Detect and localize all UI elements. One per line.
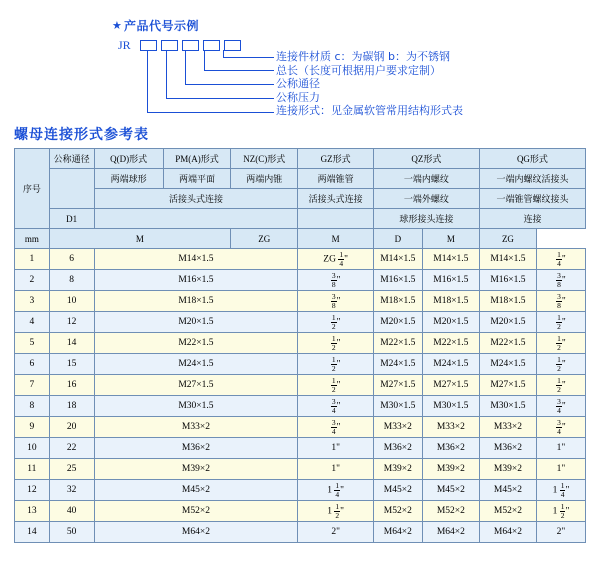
cell-qz-m: M24×1.5 [373,354,422,375]
table-row [15,417,586,438]
cell-seq: 11 [15,459,50,480]
cell-m: M27×1.5 [94,375,298,396]
cell-qz-d: M24×1.5 [422,354,479,375]
cell-dn: 22 [49,438,94,459]
cell-qg-m: M39×2 [479,459,536,480]
cell-gz-zg: 1" [298,459,373,480]
cell-dn: 16 [49,375,94,396]
header-dn-unit-span [49,169,94,209]
cell-seq: 9 [15,417,50,438]
cell-qg-m: M16×1.5 [479,270,536,291]
cell-qz-m: M52×2 [373,501,422,522]
header-blank-1 [94,209,298,229]
table-row [15,375,586,396]
table-header-row-2 [15,169,586,189]
leader-line-4-h [166,98,274,99]
header-d1: D1 [49,209,94,229]
header-unit-zg: ZG [231,229,298,249]
table-header-row-4 [15,209,586,229]
leader-line-5-v [147,50,148,112]
header-nz-shape: 两端内锥 [231,169,298,189]
header-unit-d: D [373,229,422,249]
cell-gz-zg: $\frac{3}{8}$ " [298,270,373,291]
cell-gz-zg: $\frac{1}{2}$ " [298,354,373,375]
cell-gz-zg: ZG $\frac{1}{4}$ " [298,249,373,270]
legend-item-nominal-diameter: 公称通径 [276,77,320,91]
cell-qg-zg: $\frac{1}{2}$ " [536,354,585,375]
header-unit-zg2: ZG [479,229,536,249]
table-row [15,522,586,543]
cell-gz-zg: $\frac{1}{2}$ " [298,375,373,396]
cell-dn: 50 [49,522,94,543]
cell-m: M52×2 [94,501,298,522]
cell-gz-zg: 1 $\frac{1}{4}$ " [298,480,373,501]
cell-seq: 12 [15,480,50,501]
header-group-q: Q(D)形式 [94,149,163,169]
cell-qg-m: M24×1.5 [479,354,536,375]
cell-qz-m: M20×1.5 [373,312,422,333]
cell-m: M39×2 [94,459,298,480]
cell-qg-m: M18×1.5 [479,291,536,312]
header-unit-m: M [49,229,230,249]
cell-qg-m: M27×1.5 [479,375,536,396]
cell-qz-d: M14×1.5 [422,249,479,270]
table-row [15,480,586,501]
legend-item-connection-type: 连接形式：见金属软管常用结构形式表 [276,104,463,118]
cell-seq: 13 [15,501,50,522]
cell-seq: 1 [15,249,50,270]
cell-gz-zg: $\frac{3}{4}$ " [298,417,373,438]
cell-m: M20×1.5 [94,312,298,333]
cell-qz-m: M27×1.5 [373,375,422,396]
cell-dn: 32 [49,480,94,501]
cell-m: M36×2 [94,438,298,459]
cell-dn: 6 [49,249,94,270]
nut-connection-table [14,148,586,543]
header-union-connection: 活接头式连接 [94,189,298,209]
code-box-1 [140,40,157,51]
code-boxes [140,40,241,51]
table-row [15,396,586,417]
cell-qg-m: M36×2 [479,438,536,459]
cell-qz-m: M45×2 [373,480,422,501]
cell-qz-m: M14×1.5 [373,249,422,270]
leader-line-1-v [223,50,224,57]
cell-m: M16×1.5 [94,270,298,291]
section-title: 螺母连接形式参考表 [14,127,149,143]
cell-qg-m: M33×2 [479,417,536,438]
header-unit-mm: mm [15,229,50,249]
cell-m: M22×1.5 [94,333,298,354]
cell-qg-zg: $\frac{1}{2}$ " [536,375,585,396]
code-box-4 [203,40,220,51]
leader-line-5-h [147,112,274,113]
cell-dn: 12 [49,312,94,333]
cell-m: M64×2 [94,522,298,543]
cell-dn: 8 [49,270,94,291]
cell-seq: 6 [15,354,50,375]
cell-qz-m: M64×2 [373,522,422,543]
cell-dn: 14 [49,333,94,354]
cell-qz-d: M33×2 [422,417,479,438]
cell-qz-d: M64×2 [422,522,479,543]
header-q-shape: 两端球形 [94,169,163,189]
cell-gz-zg: $\frac{3}{4}$ " [298,396,373,417]
legend-item-material: 连接件材质 c：为碳钢 b：为不锈钢 [276,50,451,63]
cell-gz-zg: $\frac{1}{2}$ " [298,312,373,333]
cell-seq: 10 [15,438,50,459]
cell-dn: 20 [49,417,94,438]
header-group-qg: QG形式 [479,149,585,169]
header-unit-m2: M [298,229,373,249]
cell-qz-d: M39×2 [422,459,479,480]
cell-qz-m: M33×2 [373,417,422,438]
header-group-pm: PM(A)形式 [163,149,230,169]
cell-qz-d: M36×2 [422,438,479,459]
cell-qg-zg: $\frac{3}{4}$ " [536,396,585,417]
cell-gz-zg: $\frac{3}{8}$ " [298,291,373,312]
cell-qz-m: M22×1.5 [373,333,422,354]
code-prefix: JR [118,38,131,52]
table-row [15,312,586,333]
header-group-nz: NZ(C)形式 [231,149,298,169]
cell-qz-d: M52×2 [422,501,479,522]
product-code-diagram [0,0,600,118]
header-gz-shape: 两端锥管 [298,169,373,189]
header-group-gz: GZ形式 [298,149,373,169]
cell-m: M18×1.5 [94,291,298,312]
header-qz-external-thread: 一端外螺纹 [373,189,479,209]
header-qg-connect: 连接 [479,209,585,229]
cell-seq: 14 [15,522,50,543]
cell-seq: 2 [15,270,50,291]
cell-qg-zg: 1" [536,438,585,459]
cell-gz-zg: $\frac{1}{2}$ " [298,333,373,354]
cell-qg-zg: $\frac{1}{2}$ " [536,333,585,354]
star-icon: ★ [112,19,122,32]
cell-gz-zg: 2" [298,522,373,543]
table-row [15,459,586,480]
cell-dn: 18 [49,396,94,417]
cell-qz-d: M45×2 [422,480,479,501]
cell-qz-m: M39×2 [373,459,422,480]
cell-dn: 10 [49,291,94,312]
cell-qg-m: M14×1.5 [479,249,536,270]
cell-dn: 40 [49,501,94,522]
cell-m: M14×1.5 [94,249,298,270]
leader-line-3-h [185,84,274,85]
table-row [15,438,586,459]
cell-qz-m: M16×1.5 [373,270,422,291]
cell-seq: 5 [15,333,50,354]
legend-item-nominal-pressure: 公称压力 [276,90,320,104]
cell-qg-m: M30×1.5 [479,396,536,417]
cell-qg-zg: 1" [536,459,585,480]
table-body [15,249,586,543]
legend-item-length: 总长（长度可根据用户要求定制） [276,63,441,77]
header-qg-taper-pipe: 一端锥管螺纹接头 [479,189,585,209]
leader-line-1-h [223,57,274,58]
table-header-row-3 [15,189,586,209]
cell-qg-zg: $\frac{3}{8}$ " [536,270,585,291]
leader-line-4-v [166,50,167,98]
table-row [15,333,586,354]
cell-m: M24×1.5 [94,354,298,375]
header-pm-shape: 两端平面 [163,169,230,189]
code-box-2 [161,40,178,51]
cell-qg-zg: $\frac{1}{2}$ " [536,312,585,333]
cell-seq: 4 [15,312,50,333]
table-row [15,354,586,375]
table-row [15,249,586,270]
table-header-row-1 [15,149,586,169]
cell-m: M30×1.5 [94,396,298,417]
cell-qg-zg: $\frac{1}{4}$ " [536,249,585,270]
leader-line-2-v [204,50,205,70]
cell-qz-d: M30×1.5 [422,396,479,417]
leader-line-2-h [204,70,274,71]
table-row [15,270,586,291]
leader-line-3-v [185,50,186,84]
table-row [15,291,586,312]
cell-gz-zg: 1 $\frac{1}{2}$ " [298,501,373,522]
header-seq: 序号 [15,149,50,229]
cell-qg-m: M64×2 [479,522,536,543]
code-box-5 [224,40,241,51]
cell-m: M45×2 [94,480,298,501]
header-qg-shape: 一端内螺纹活接头 [479,169,585,189]
cell-seq: 3 [15,291,50,312]
cell-qg-m: M20×1.5 [479,312,536,333]
header-unit-m3: M [422,229,479,249]
cell-qg-zg: 1 $\frac{1}{2}$ " [536,501,585,522]
cell-qz-d: M22×1.5 [422,333,479,354]
cell-qz-m: M18×1.5 [373,291,422,312]
cell-qz-d: M27×1.5 [422,375,479,396]
cell-dn: 25 [49,459,94,480]
diagram-title: 产品代号示例 [124,19,200,33]
cell-qz-d: M20×1.5 [422,312,479,333]
header-dn-label: 公称通径 [49,149,94,169]
cell-m: M33×2 [94,417,298,438]
cell-seq: 8 [15,396,50,417]
cell-qg-zg: 2" [536,522,585,543]
table-row [15,501,586,522]
cell-qg-m: M45×2 [479,480,536,501]
table-header-row-5 [15,229,586,249]
cell-qg-m: M22×1.5 [479,333,536,354]
cell-qg-m: M52×2 [479,501,536,522]
cell-seq: 7 [15,375,50,396]
cell-qz-d: M18×1.5 [422,291,479,312]
cell-qg-zg: $\frac{3}{8}$ " [536,291,585,312]
cell-qz-m: M36×2 [373,438,422,459]
header-gz-union: 活接头式连接 [298,189,373,209]
header-qz-ball-joint: 球形接头连接 [373,209,479,229]
cell-gz-zg: 1" [298,438,373,459]
cell-qz-m: M30×1.5 [373,396,422,417]
cell-qg-zg: $\frac{3}{4}$ " [536,417,585,438]
cell-dn: 15 [49,354,94,375]
cell-qz-d: M16×1.5 [422,270,479,291]
cell-qg-zg: 1 $\frac{1}{4}$ " [536,480,585,501]
header-qz-shape: 一端内螺纹 [373,169,479,189]
diagram-legend [276,50,463,118]
header-blank-2 [298,209,373,229]
header-group-qz: QZ形式 [373,149,479,169]
